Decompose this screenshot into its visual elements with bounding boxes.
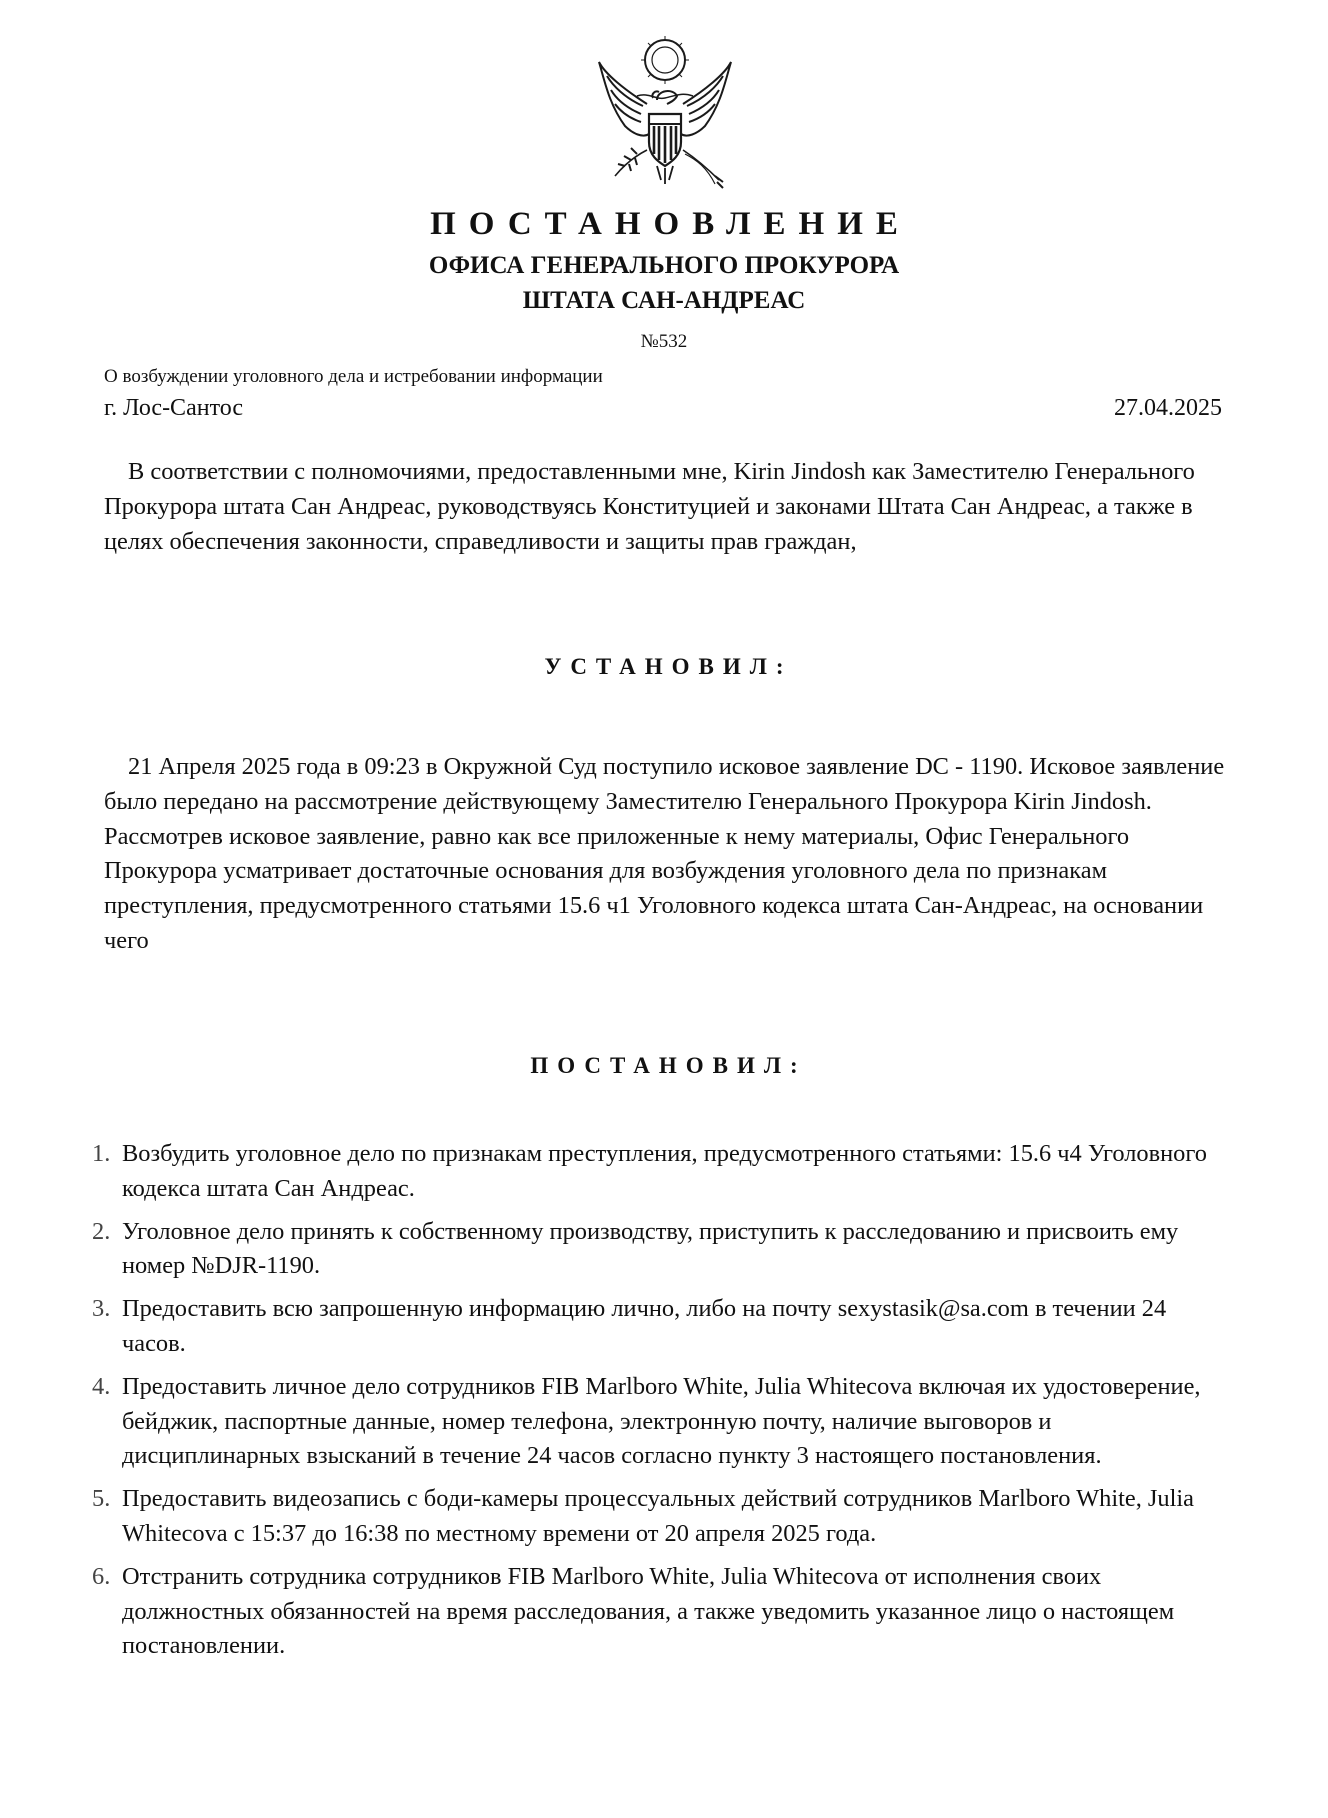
list-item-number: 5. [92, 1485, 111, 1513]
list-item-number: 6. [92, 1562, 111, 1590]
intro-text: В соответствии с полномочиями, предоставленными мне, Kirin Jindosh как Заместителю Генерального Прокурора штата Сан Андреас, руководствуясь Конституцией и законами Штата Сан Андреас, а также в целях обеспечения законности, справедливости и защиты прав граждан, [104, 458, 1195, 555]
resolution-list [0, 1137, 1328, 1672]
list-item [0, 1137, 1232, 1207]
document-city: г. Лос-Сантос [104, 395, 243, 421]
document-title: ПОСТАНОВЛЕНИЕ [430, 206, 911, 242]
list-item-text: Отстранить сотрудника сотрудников FIB Marlboro White, Julia Whitecova от исполнения своих должностных обязанностей на время расследования, а также уведомить указанное лицо о настоящем постановлении. [122, 1562, 1175, 1660]
list-item [0, 1370, 1232, 1474]
list-item [0, 1560, 1232, 1664]
list-item-text: Предоставить видеозапись с боди-камеры процессуальных действий сотрудников Marlboro White, Julia Whitecova с 15:37 до 16:38 по местному времени от 20 апреля 2025 года. [122, 1485, 1194, 1547]
document-subject: О возбуждении уголовного дела и истребовании информации [104, 366, 603, 387]
list-item-text: Уголовное дело принять к собственному производству, приступить к расследованию и присвоить ему номер №DJR-1190. [122, 1217, 1179, 1280]
list-item-number: 3. [92, 1295, 111, 1323]
document-date: 27.04.2025 [1114, 395, 1222, 421]
eagle-seal-icon [585, 34, 745, 192]
list-item-number: 1. [92, 1140, 111, 1167]
list-item-text: Предоставить личное дело сотрудников FIB Marlboro White, Julia Whitecova включая их удостоверение, бейджик, паспортные данные, номер телефона, электронную почту, наличие выговоров и дисциплинарных взысканий в течение 24 часов согласно пункту 3 настоящего постановления. [122, 1372, 1201, 1470]
section-heading-established: УСТАНОВИЛ: [544, 654, 793, 679]
office-name: ОФИСА ГЕНЕРАЛЬНОГО ПРОКУРОРА [428, 252, 900, 279]
intro-paragraph [104, 455, 1234, 559]
list-item [0, 1215, 1232, 1285]
list-item-text: Возбудить уголовное дело по признакам преступления, предусмотренного статьями: 15.6 ч4 Уголовного кодекса штата Сан Андреас. [122, 1140, 1207, 1202]
list-item-number: 2. [92, 1217, 111, 1245]
section-heading-resolved: ПОСТАНОВИЛ: [530, 1053, 807, 1078]
state-name: ШТАТА САН-АНДРЕАС [522, 287, 806, 314]
list-item [0, 1482, 1232, 1552]
list-item [0, 1292, 1232, 1362]
list-item-number: 4. [92, 1372, 111, 1400]
established-text: 21 Апреля 2025 года в 09:23 в Окружной Суд поступило исковое заявление DC - 1190. Исковое заявление было передано на рассмотрение действующему Заместителю Генерального Прокурора Kirin Jindosh. Рассмотрев исковое заявление, равно как все приложенные к нему материалы, Офис Генерального Прокурора усматривает достаточные основания для возбуждения уголовного дела по признакам преступления, предусмотренного статьями 15.6 ч1 Уголовного кодекса штата Сан-Андреас, на основании чего [104, 753, 1225, 954]
list-item-text: Предоставить всю запрошенную информацию лично, либо на почту sexystasik@sa.com в течении 24 часов. [122, 1295, 1167, 1357]
established-paragraph [104, 750, 1234, 959]
document-number: №532 [640, 331, 688, 352]
